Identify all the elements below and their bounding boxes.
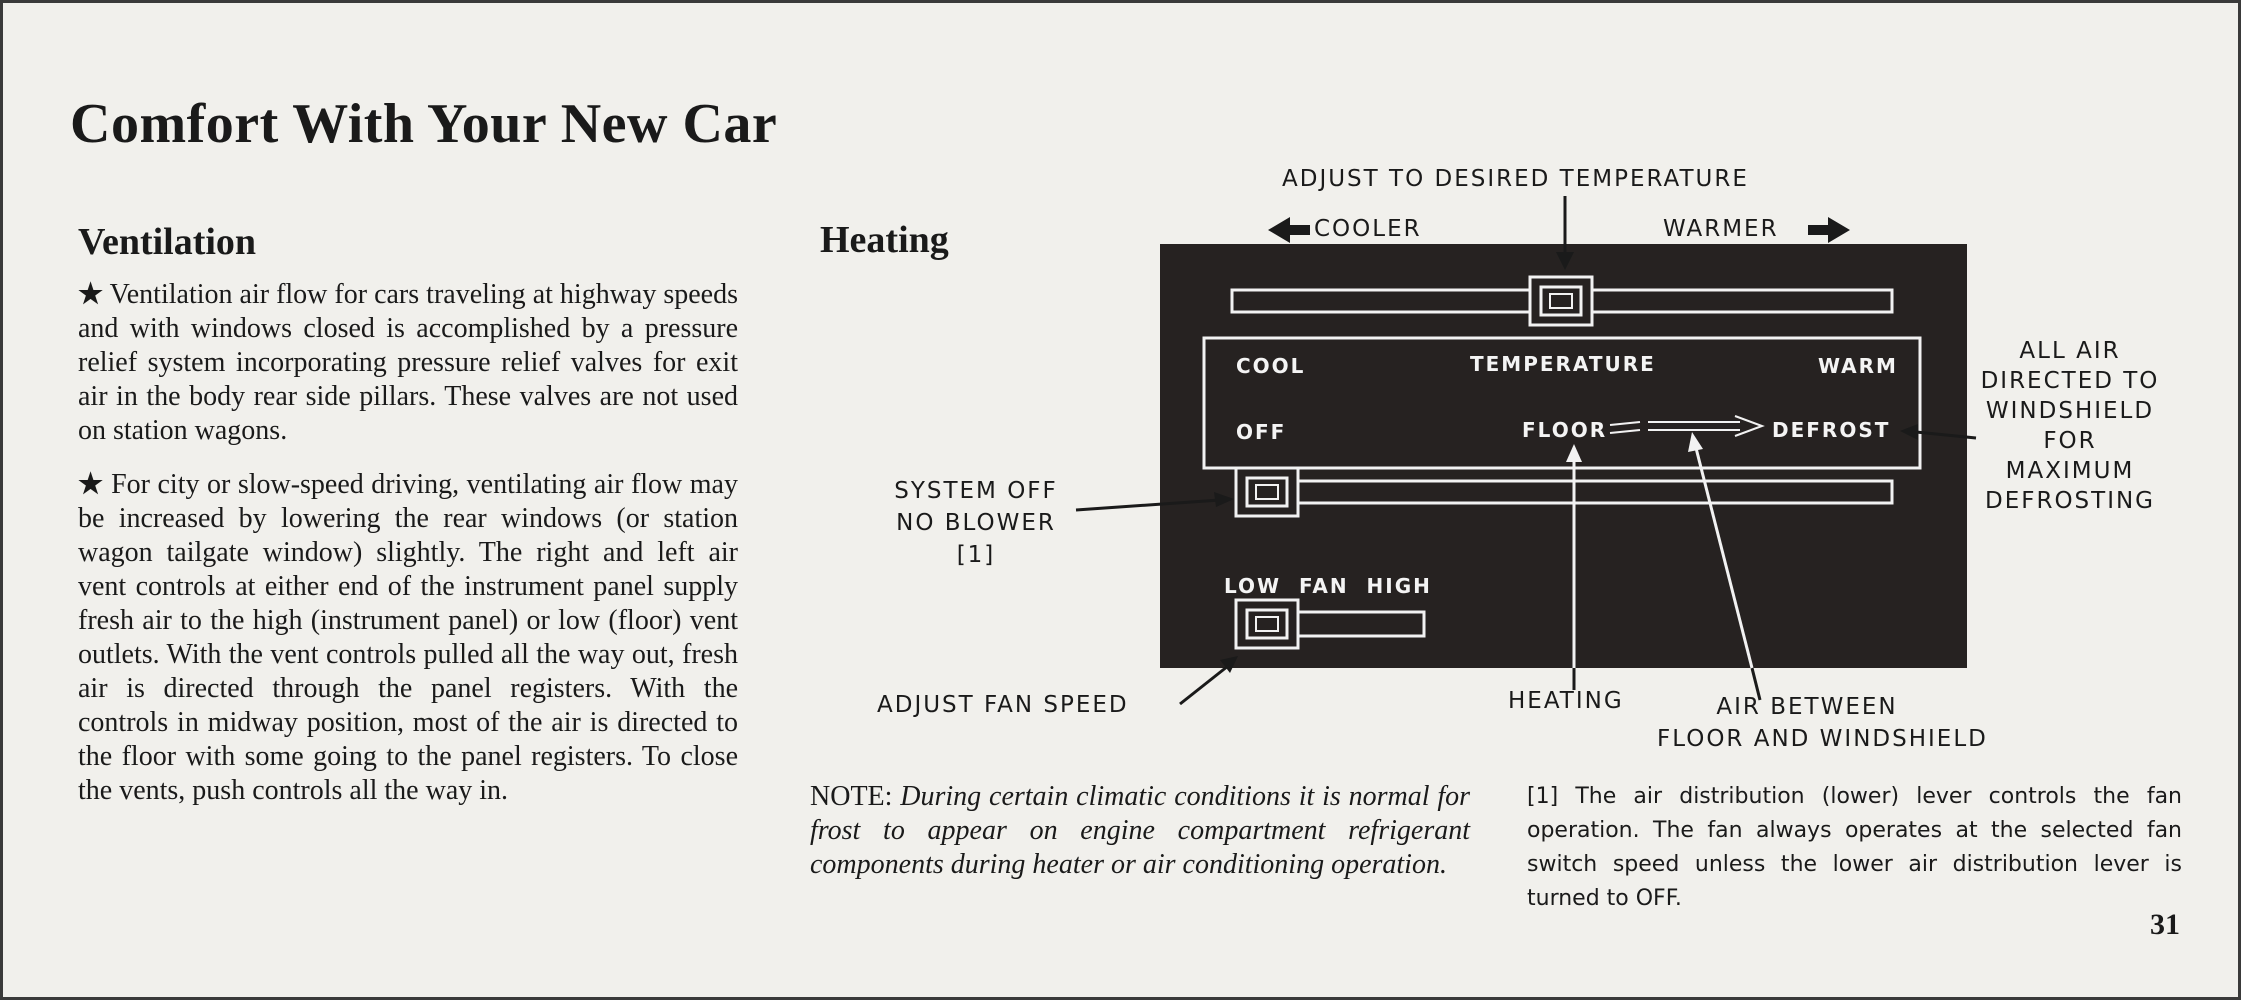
cooler-label: COOLER [1314,216,1422,242]
all-air-line-1: ALL AIR [2019,338,2121,364]
system-off-label [876,478,1076,568]
footnote: [1] The air distribution (lower) lever controls the fan operation. The fan always operates at the selected fan switch speed unless the lower air distribution lever is turned to OFF. [1527,784,2182,911]
panel-temperature-label: TEMPERATURE [1470,352,1656,376]
page-number: 31 [2150,908,2180,941]
air-between-label [1657,694,1988,752]
all-air-line-3: WINDSHIELD [1985,398,2155,424]
heating-label: HEATING [1508,688,1624,714]
distribution-knob[interactable] [1236,468,1298,516]
page-title: Comfort With Your New Car [70,93,778,155]
cooler-arrow-icon [1268,217,1310,243]
note-block [810,780,1470,882]
all-air-line-5: MAXIMUM [2005,458,2135,484]
system-off-line-1: SYSTEM OFF [894,478,1058,504]
system-off-line-2: NO BLOWER [896,510,1056,536]
warmer-arrow-icon [1808,217,1850,243]
panel-defrost-label: DEFROST [1772,418,1891,442]
note-prefix: NOTE: [810,781,893,812]
fan-knob[interactable] [1236,600,1298,648]
air-between-line-2: FLOOR AND WINDSHIELD [1657,726,1988,752]
panel-warm-label: WARM [1818,354,1898,378]
panel-floor-label: FLOOR [1522,418,1608,442]
ventilation-text-2: For city or slow-speed driving, ventilating air flow may be increased by lowering the rear windows (or station wagon tailgate window) slightly. The right and left air vent controls at either end of the instrument panel supply fresh air to the high (instrument panel) or low (floor) vent outlets. With the vent controls pulled all the way out, fresh air is directed through the panel registers. With the controls in midway position, most of the air is directed to the floor with some going to the panel registers. To close the vents, push controls all the way in. [78,469,738,806]
air-between-line-1: AIR BETWEEN [1716,694,1898,720]
adjust-temperature-label: ADJUST TO DESIRED TEMPERATURE [1282,166,1749,192]
all-air-line-4: FOR [2043,428,2097,454]
panel-fan-label: LOW FAN HIGH [1224,574,1432,598]
system-off-footnote-ref: [1] [956,542,996,568]
panel-cool-label: COOL [1236,354,1306,378]
note-text: During certain climatic conditions it is normal for frost to appear on engine compartment refrigerant components during heater or air conditioning operation. [810,781,1471,880]
adjust-fan-speed-label: ADJUST FAN SPEED [877,692,1129,718]
star-bullet-icon: ★ [78,469,104,500]
temperature-knob[interactable] [1530,277,1592,325]
warmer-label: WARMER [1663,216,1779,242]
all-air-windshield-label [1970,336,2170,516]
heating-heading: Heating [820,219,949,261]
ventilation-text-1: Ventilation air flow for cars traveling at highway speeds and with windows closed is accomplished by a pressure relief system incorporating pressure relief valves for exit air in the body rear side pillars. These valves are not used on station wagons. [78,279,739,446]
all-air-line-6: DEFROSTING [1984,488,2156,514]
star-bullet-icon: ★ [78,279,104,310]
panel-off-label: OFF [1236,420,1287,444]
all-air-line-2: DIRECTED TO [1980,368,2160,394]
ventilation-heading: Ventilation [78,221,257,263]
